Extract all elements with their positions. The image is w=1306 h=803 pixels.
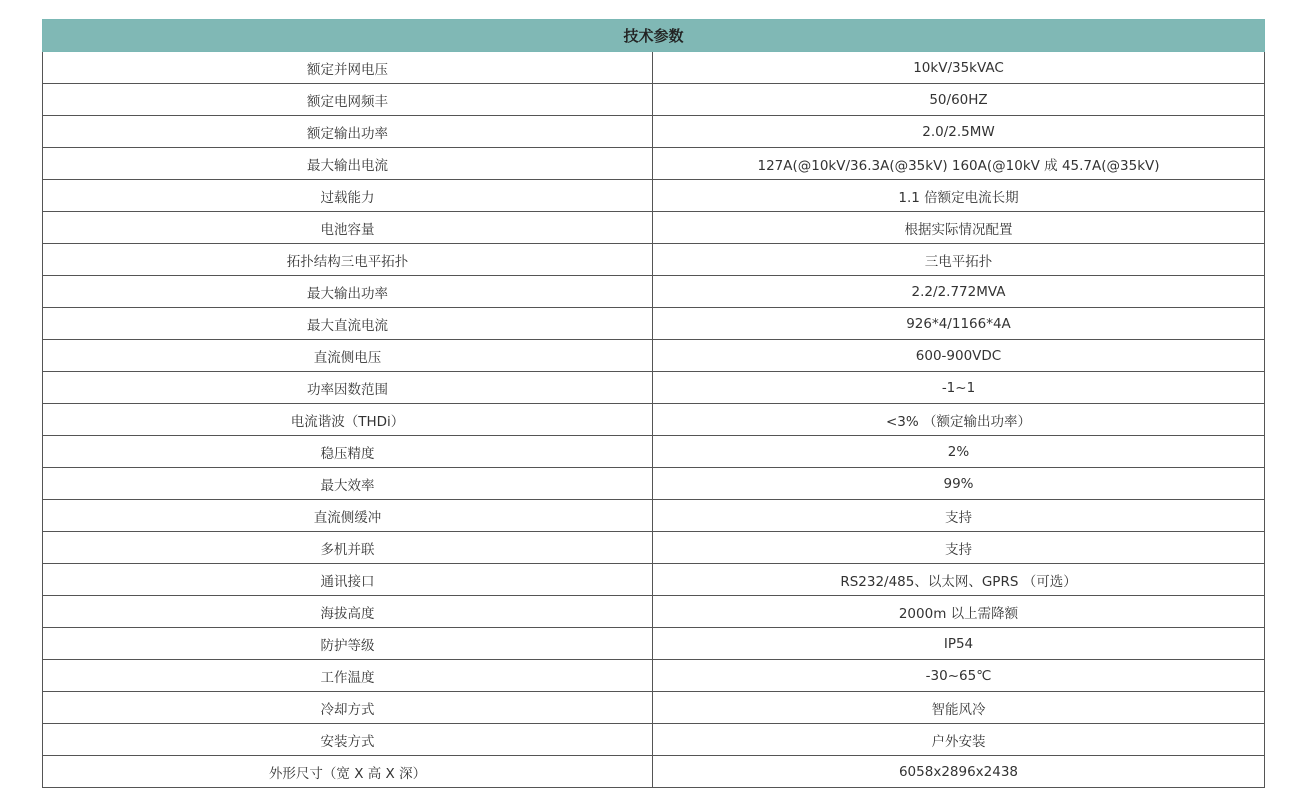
param-name-cell: 工作温度 (43, 660, 653, 692)
table-row (43, 84, 1265, 116)
table-row (43, 52, 1265, 84)
table-row (43, 596, 1265, 628)
param-value-cell: IP54 (653, 628, 1265, 660)
param-value-cell: 2000m 以上需降额 (653, 596, 1265, 628)
param-value-cell: -1~1 (653, 372, 1265, 404)
param-name-cell: 直流侧电压 (43, 340, 653, 372)
param-name-cell: 最大直流电流 (43, 308, 653, 340)
param-name-cell: 额定并网电压 (43, 52, 653, 84)
param-name-cell: 冷却方式 (43, 692, 653, 724)
table-row (43, 372, 1265, 404)
param-name-cell: 最大输出功率 (43, 276, 653, 308)
table-row (43, 468, 1265, 500)
param-name-cell: 安装方式 (43, 724, 653, 756)
table-row (43, 308, 1265, 340)
table-row (43, 276, 1265, 308)
table-body (43, 52, 1265, 788)
table-row (43, 724, 1265, 756)
table-row (43, 148, 1265, 180)
param-name-cell: 拓扑结构三电平拓扑 (43, 244, 653, 276)
param-name-cell: 额定电网频丰 (43, 84, 653, 116)
param-name-cell: 海拔高度 (43, 596, 653, 628)
param-value-cell: 三电平拓扑 (653, 244, 1265, 276)
param-value-cell: 99% (653, 468, 1265, 500)
param-name-cell: 最大效率 (43, 468, 653, 500)
table-row (43, 212, 1265, 244)
param-value-cell: RS232/485、以太网、GPRS （可选） (653, 564, 1265, 596)
param-value-cell: 支持 (653, 532, 1265, 564)
param-value-cell: 2.2/2.772MVA (653, 276, 1265, 308)
table-row (43, 404, 1265, 436)
table-row (43, 180, 1265, 212)
param-value-cell: 127A(@10kV/36.3A(@35kV) 160A(@10kV 成 45.7A(@35kV) (653, 148, 1265, 180)
param-value-cell: 1.1 倍额定电流长期 (653, 180, 1265, 212)
param-name-cell: 过载能力 (43, 180, 653, 212)
table-row (43, 564, 1265, 596)
param-value-cell: 2.0/2.5MW (653, 116, 1265, 148)
table-row (43, 532, 1265, 564)
param-value-cell: 2% (653, 436, 1265, 468)
table-row (43, 340, 1265, 372)
param-name-cell: 最大输出电流 (43, 148, 653, 180)
table-row (43, 756, 1265, 788)
param-value-cell: 根据实际情况配置 (653, 212, 1265, 244)
param-name-cell: 直流侧缓冲 (43, 500, 653, 532)
param-value-cell: 50/60HZ (653, 84, 1265, 116)
param-name-cell: 通讯接口 (43, 564, 653, 596)
param-name-cell: 功率因数范围 (43, 372, 653, 404)
param-value-cell: 智能风冷 (653, 692, 1265, 724)
table-row (43, 500, 1265, 532)
param-value-cell: 600-900VDC (653, 340, 1265, 372)
param-name-cell: 外形尺寸（宽 X 高 X 深） (43, 756, 653, 788)
param-value-cell: 支持 (653, 500, 1265, 532)
table-row (43, 116, 1265, 148)
param-value-cell: <3% （额定输出功率） (653, 404, 1265, 436)
table-row (43, 692, 1265, 724)
param-name-cell: 多机并联 (43, 532, 653, 564)
table-row (43, 244, 1265, 276)
table-row (43, 660, 1265, 692)
table-title: 技术参数 (43, 20, 1265, 52)
param-value-cell: 户外安装 (653, 724, 1265, 756)
param-value-cell: 6058x2896x2438 (653, 756, 1265, 788)
table-header-row (43, 20, 1265, 52)
param-name-cell: 额定输出功率 (43, 116, 653, 148)
table-row (43, 628, 1265, 660)
param-name-cell: 稳压精度 (43, 436, 653, 468)
param-name-cell: 电流谐波（THDi） (43, 404, 653, 436)
table-row (43, 436, 1265, 468)
param-value-cell: -30~65℃ (653, 660, 1265, 692)
param-name-cell: 防护等级 (43, 628, 653, 660)
param-value-cell: 10kV/35kVAC (653, 52, 1265, 84)
param-name-cell: 电池容量 (43, 212, 653, 244)
param-value-cell: 926*4/1166*4A (653, 308, 1265, 340)
spec-table (42, 19, 1265, 788)
